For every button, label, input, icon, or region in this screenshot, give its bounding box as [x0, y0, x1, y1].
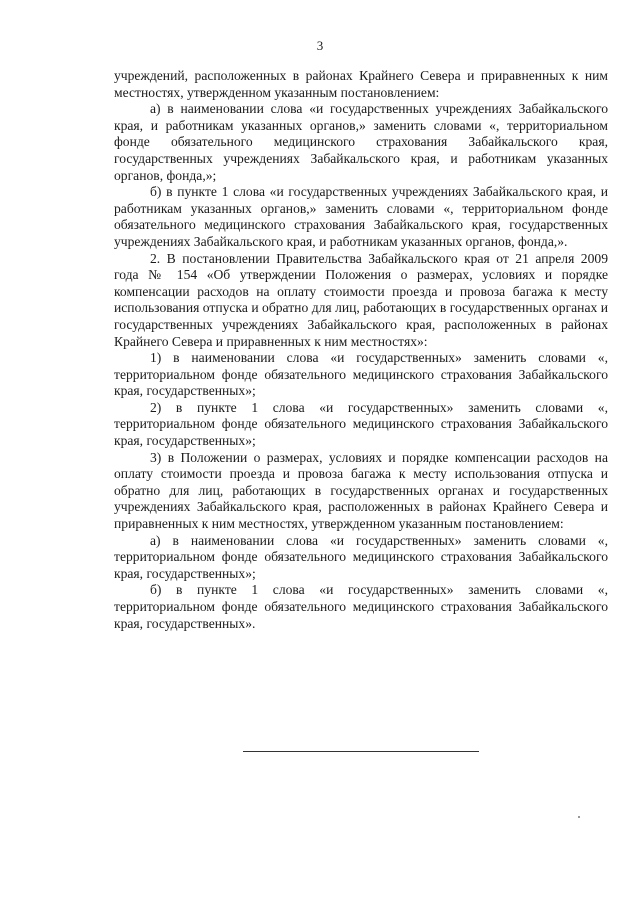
paragraph-item-a-2: а) в наименовании слова «и государственных» заменить словами «, территориальном фонде обязательного медицинского страхования Забайкальского края, государственных»;: [114, 532, 608, 581]
paragraph-item-a-1: а) в наименовании слова «и государственных учреждениях Забайкальского края, и работникам указанных органов,» заменить словами «, территориальном фонде обязательного медицинского страхования Забайкальского края, государственных учреждениях Забайкальского края, и работникам указанных органов, фонда,»;: [114, 101, 608, 183]
end-divider-line: [243, 751, 479, 752]
paragraph-item-1: 1) в наименовании слова «и государственных» заменить словами «, территориальном фонде обязательного медицинского страхования Забайкальского края, государственных»;: [114, 350, 608, 399]
page-number: 3: [316, 38, 324, 53]
paragraph-section-2: 2. В постановлении Правительства Забайкальского края от 21 апреля 2009 года № 154 «Об утверждении Положения о размерах, условиях и порядке компенсации расходов на оплату стоимости проезда и провоза багажа к месту использования отпуска и обратно для лиц, работающих в государственных органах и государственных учреждениях Забайкальского края, расположенных в районах Крайнего Севера и приравненных к ним местностях»:: [114, 250, 608, 349]
document-body: [114, 68, 608, 632]
paragraph-item-3: 3) в Положении о размерах, условиях и порядке компенсации расходов на оплату стоимости проезда и провоза багажа к месту использования отпуска и обратно для лиц, работающих в государственных органах и государственных учреждениях Забайкальского края, расположенных в районах Крайнего Севера и приравненных к ним местностях, утвержденном указанным постановлением:: [114, 449, 608, 532]
paragraph-item-2: 2) в пункте 1 слова «и государственных» заменить словами «, территориальном фонде обязательного медицинского страхования Забайкальского края, государственных»;: [114, 399, 608, 449]
paragraph-item-b-2: б) в пункте 1 слова «и государственных» заменить словами «, территориальном фонде обязательного медицинского страхования Забайкальского края, государственных».: [114, 582, 608, 631]
scan-speck: [578, 816, 580, 818]
paragraph-continuation: учреждений, расположенных в районах Крайнего Севера и приравненных к ним местностях, утвержденном указанным постановлением:: [114, 68, 608, 100]
paragraph-item-b-1: б) в пункте 1 слова «и государственных учреждениях Забайкальского края, и работникам указанных органов,» заменить словами «, территориальном фонде обязательного медицинского страхования Забайкальского края, государственных учреждениях Забайкальского края, и работникам указанных органов, фонда,».: [114, 184, 608, 249]
